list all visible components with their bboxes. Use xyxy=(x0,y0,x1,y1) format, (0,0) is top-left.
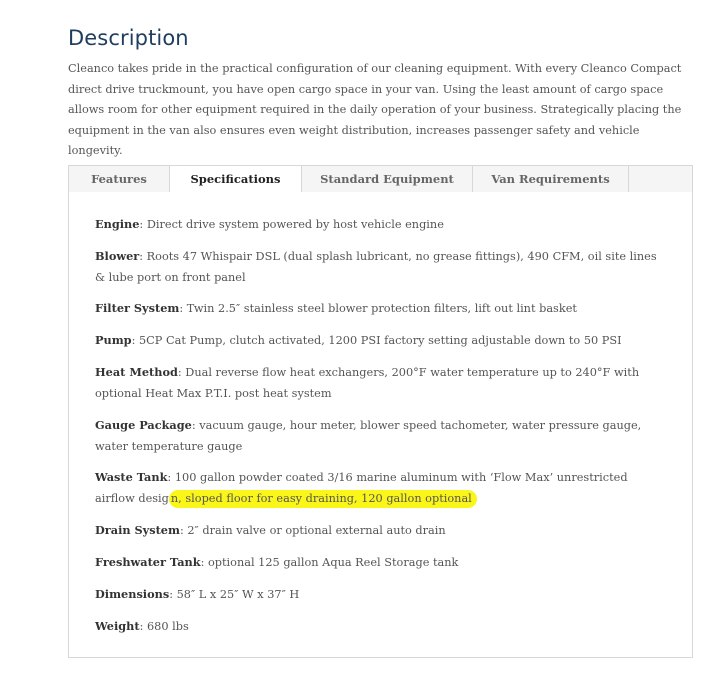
spec-label: Gauge Package xyxy=(95,418,192,432)
spec-value: : 100 gallon powder coated 3/16 marine aluminum with ‘Flow Max’ unrestricted airflow desig xyxy=(95,471,628,505)
spec-value: : optional 125 gallon Aqua Reel Storage tank xyxy=(200,556,459,569)
spec-freshwater-tank xyxy=(95,552,663,574)
page-title: Description xyxy=(68,26,189,50)
spec-dimensions xyxy=(95,584,663,606)
spec-blower xyxy=(95,246,663,288)
spec-label: Waste Tank xyxy=(95,470,168,484)
tab-van-requirements[interactable]: Van Requirements xyxy=(473,166,629,194)
spec-drain-system xyxy=(95,520,663,542)
spec-value: : Roots 47 Whispair DSL (dual splash lubricant, no grease fittings), 490 CFM, oil site lines & lube port on front panel xyxy=(95,250,657,284)
spec-heat-method xyxy=(95,362,663,404)
spec-value: : 2″ drain valve or optional external auto drain xyxy=(179,524,446,537)
spec-label: Pump xyxy=(95,333,132,347)
spec-label: Dimensions xyxy=(95,587,170,601)
tab-features[interactable]: Features xyxy=(69,166,170,194)
spec-engine xyxy=(95,214,663,236)
tab-bar xyxy=(68,165,693,193)
spec-label: Heat Method xyxy=(95,365,178,379)
tab-standard-equipment[interactable]: Standard Equipment xyxy=(302,166,473,194)
tab-bar-filler xyxy=(629,166,692,193)
spec-value: : Twin 2.5″ stainless steel blower protection filters, lift out lint basket xyxy=(179,302,577,315)
spec-value: : 58″ L x 25″ W x 37″ H xyxy=(169,588,300,601)
spec-label: Weight xyxy=(95,619,140,633)
spec-value: : Dual reverse flow heat exchangers, 200°F water temperature up to 240°F with optional Heat Max P.T.I. post heat system xyxy=(95,366,640,400)
spec-value: : Direct drive system powered by host vehicle engine xyxy=(139,218,444,231)
spec-gauge-package xyxy=(95,415,663,457)
spec-label: Freshwater Tank xyxy=(95,555,201,569)
description-text: Cleanco takes pride in the practical configuration of our cleaning equipment. With every Cleanco Compact direct drive truckmount, you have open cargo space in your van. Using the least amount of cargo space allows room for other equipment required in the daily operation of your business. Strategically placing the equipment in the van also ensures even weight distribution, increases passenger safety and vehicle longevity. xyxy=(68,62,682,157)
spec-label: Drain System xyxy=(95,523,180,537)
spec-label: Engine xyxy=(95,217,140,231)
spec-weight xyxy=(95,616,663,638)
spec-value: : 680 lbs xyxy=(139,620,189,633)
spec-value: : 5CP Cat Pump, clutch activated, 1200 PSI factory setting adjustable down to 50 PSI xyxy=(131,334,622,347)
spec-label: Filter System xyxy=(95,301,180,315)
spec-pump xyxy=(95,330,663,352)
tab-specifications[interactable]: Specifications xyxy=(170,166,302,194)
spec-filter-system xyxy=(95,298,663,320)
spec-label: Blower xyxy=(95,249,140,263)
specifications-panel xyxy=(68,192,693,658)
spec-value: : vacuum gauge, hour meter, blower speed tachometer, water pressure gauge, water temperature gauge xyxy=(95,419,642,453)
highlighted-text: n, sloped floor for easy draining, 120 gallon optional xyxy=(169,490,477,508)
spec-waste-tank xyxy=(95,467,663,509)
